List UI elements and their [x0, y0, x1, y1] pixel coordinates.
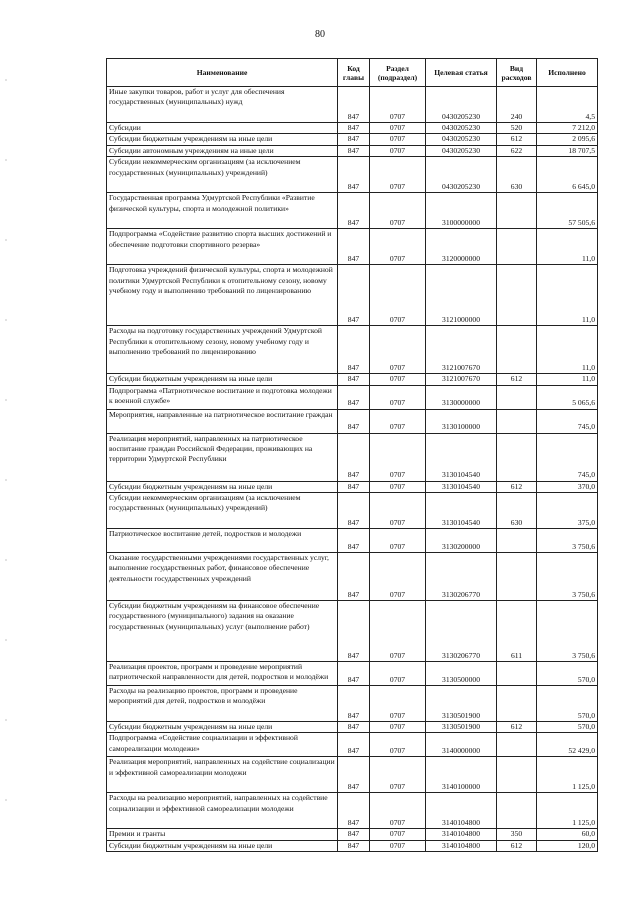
cell-type: 611 — [497, 601, 537, 662]
header-name: Наименование — [107, 59, 338, 87]
cell-type — [497, 193, 537, 229]
table-row — [107, 229, 598, 265]
cell-type — [497, 733, 537, 757]
cell-section: 0707 — [370, 134, 426, 145]
table-row — [107, 757, 598, 793]
cell-code: 847 — [338, 662, 370, 686]
table-header-row — [107, 59, 598, 87]
cell-section: 0707 — [370, 829, 426, 840]
cell-target: 3120000000 — [426, 229, 497, 265]
cell-code: 847 — [338, 553, 370, 601]
cell-name: Подготовка учреждений физической культуры, спорта и молодежной политики Удмуртской Республики к отопительному сезону, новому учебному году и выполнению требований по лицензированию — [107, 265, 338, 326]
expenditure-table — [106, 58, 598, 852]
cell-type: 630 — [497, 493, 537, 529]
cell-section: 0707 — [370, 433, 426, 481]
cell-target: 3140104800 — [426, 793, 497, 829]
cell-code: 847 — [338, 829, 370, 840]
cell-code: 847 — [338, 733, 370, 757]
header-code: Код главы — [338, 59, 370, 87]
cell-target: 3130200000 — [426, 529, 497, 553]
cell-type — [497, 229, 537, 265]
cell-name: Субсидии автономным учреждениям на иные цели — [107, 145, 338, 156]
table-row — [107, 829, 598, 840]
cell-target: 3130206770 — [426, 553, 497, 601]
table-row — [107, 123, 598, 134]
cell-code: 847 — [338, 481, 370, 492]
cell-section: 0707 — [370, 840, 426, 851]
table-row — [107, 374, 598, 385]
cell-done: 4,5 — [537, 87, 598, 123]
binding-margin-dots — [4, 0, 8, 905]
cell-code: 847 — [338, 193, 370, 229]
table-row — [107, 193, 598, 229]
cell-target: 3130501900 — [426, 686, 497, 722]
table-row — [107, 145, 598, 156]
cell-name: Субсидии бюджетным учреждениям на иные цели — [107, 481, 338, 492]
cell-code: 847 — [338, 757, 370, 793]
cell-done: 18 707,5 — [537, 145, 598, 156]
table-row — [107, 385, 598, 409]
cell-code: 847 — [338, 157, 370, 193]
cell-target: 3140104800 — [426, 840, 497, 851]
cell-target: 3130104540 — [426, 481, 497, 492]
cell-section: 0707 — [370, 686, 426, 722]
cell-done: 3 750,6 — [537, 553, 598, 601]
cell-type — [497, 433, 537, 481]
cell-name: Премии и гранты — [107, 829, 338, 840]
cell-name: Государственная программа Удмуртской Республики «Развитие физической культуры, спорта и молодежной политики» — [107, 193, 338, 229]
cell-name: Субсидии бюджетным учреждениям на иные цели — [107, 840, 338, 851]
cell-type — [497, 662, 537, 686]
cell-target: 3121007670 — [426, 326, 497, 374]
cell-name: Реализация мероприятий, направленных на содействие социализации и эффективной самореализации молодежи — [107, 757, 338, 793]
cell-done: 11,0 — [537, 374, 598, 385]
cell-target: 3140104800 — [426, 829, 497, 840]
cell-done: 6 645,0 — [537, 157, 598, 193]
cell-type — [497, 265, 537, 326]
cell-target: 0430205230 — [426, 157, 497, 193]
header-done: Исполнено — [537, 59, 598, 87]
cell-name: Подпрограмма «Содействие развитию спорта высших достижений и обеспечение подготовки спортивного резерва» — [107, 229, 338, 265]
table-row — [107, 481, 598, 492]
cell-code: 847 — [338, 229, 370, 265]
cell-target: 3130206770 — [426, 601, 497, 662]
cell-type: 630 — [497, 157, 537, 193]
cell-type — [497, 553, 537, 601]
cell-code: 847 — [338, 265, 370, 326]
cell-done: 2 095,6 — [537, 134, 598, 145]
cell-target: 3140100000 — [426, 757, 497, 793]
cell-section: 0707 — [370, 193, 426, 229]
cell-section: 0707 — [370, 553, 426, 601]
cell-done: 3 750,6 — [537, 601, 598, 662]
cell-name: Субсидии — [107, 123, 338, 134]
cell-code: 847 — [338, 601, 370, 662]
table-row — [107, 87, 598, 123]
header-type: Вид расходов — [497, 59, 537, 87]
cell-name: Подпрограмма «Содействие социализации и эффективной самореализации молодежи» — [107, 733, 338, 757]
cell-section: 0707 — [370, 793, 426, 829]
cell-name: Реализация проектов, программ и проведение мероприятий патриотической направленности для детей, подростков и молодёжи — [107, 662, 338, 686]
cell-code: 847 — [338, 409, 370, 433]
cell-code: 847 — [338, 840, 370, 851]
cell-code: 847 — [338, 722, 370, 733]
table-row — [107, 409, 598, 433]
cell-section: 0707 — [370, 145, 426, 156]
cell-type — [497, 529, 537, 553]
cell-section: 0707 — [370, 326, 426, 374]
cell-code: 847 — [338, 123, 370, 134]
cell-section: 0707 — [370, 374, 426, 385]
cell-section: 0707 — [370, 529, 426, 553]
cell-target: 0430205230 — [426, 134, 497, 145]
cell-type: 622 — [497, 145, 537, 156]
cell-type: 612 — [497, 481, 537, 492]
cell-name: Оказание государственными учреждениями государственных услуг, выполнение государственных работ, финансовое обеспечение деятельности государственных учреждений — [107, 553, 338, 601]
cell-done: 120,0 — [537, 840, 598, 851]
cell-done: 1 125,0 — [537, 793, 598, 829]
page-number: 80 — [315, 29, 325, 40]
table-row — [107, 326, 598, 374]
cell-type — [497, 793, 537, 829]
cell-target: 3130100000 — [426, 409, 497, 433]
table-row — [107, 840, 598, 851]
cell-done: 11,0 — [537, 326, 598, 374]
cell-name: Субсидии бюджетным учреждениям на иные цели — [107, 134, 338, 145]
cell-code: 847 — [338, 385, 370, 409]
cell-section: 0707 — [370, 757, 426, 793]
cell-code: 847 — [338, 686, 370, 722]
cell-done: 52 429,0 — [537, 733, 598, 757]
cell-section: 0707 — [370, 157, 426, 193]
cell-type: 612 — [497, 134, 537, 145]
cell-done: 370,0 — [537, 481, 598, 492]
cell-name: Субсидии бюджетным учреждениям на иные цели — [107, 722, 338, 733]
cell-done: 11,0 — [537, 229, 598, 265]
cell-type: 612 — [497, 722, 537, 733]
cell-section: 0707 — [370, 662, 426, 686]
header-section: Раздел (подраздел) — [370, 59, 426, 87]
cell-code: 847 — [338, 374, 370, 385]
table-row — [107, 662, 598, 686]
cell-target: 0430205230 — [426, 123, 497, 134]
cell-done: 57 505,6 — [537, 193, 598, 229]
cell-code: 847 — [338, 134, 370, 145]
cell-type — [497, 409, 537, 433]
table-row — [107, 722, 598, 733]
cell-name: Субсидии некоммерческим организациям (за исключением государственных (муниципальных) учреждений) — [107, 493, 338, 529]
cell-type: 350 — [497, 829, 537, 840]
cell-section: 0707 — [370, 409, 426, 433]
cell-done: 60,0 — [537, 829, 598, 840]
cell-target: 3121000000 — [426, 265, 497, 326]
cell-done: 570,0 — [537, 722, 598, 733]
table-row — [107, 529, 598, 553]
cell-name: Расходы на реализацию проектов, программ и проведение мероприятий для детей, подростков и молодёжи — [107, 686, 338, 722]
cell-code: 847 — [338, 793, 370, 829]
cell-section: 0707 — [370, 385, 426, 409]
cell-section: 0707 — [370, 722, 426, 733]
cell-section: 0707 — [370, 265, 426, 326]
cell-name: Реализация мероприятий, направленных на патриотическое воспитание граждан Российской Федерации, проживающих на территории Удмуртской Республики — [107, 433, 338, 481]
cell-type: 520 — [497, 123, 537, 134]
cell-done: 7 212,0 — [537, 123, 598, 134]
cell-type — [497, 326, 537, 374]
cell-type: 240 — [497, 87, 537, 123]
cell-name: Расходы на реализацию мероприятий, направленных на содействие социализации и эффективной самореализации молодежи — [107, 793, 338, 829]
table-row — [107, 733, 598, 757]
cell-type — [497, 757, 537, 793]
table-row — [107, 433, 598, 481]
cell-target: 3130104540 — [426, 433, 497, 481]
cell-code: 847 — [338, 326, 370, 374]
cell-section: 0707 — [370, 733, 426, 757]
cell-type — [497, 686, 537, 722]
table-row — [107, 265, 598, 326]
cell-target: 3130501900 — [426, 722, 497, 733]
table-row — [107, 601, 598, 662]
cell-done: 570,0 — [537, 686, 598, 722]
table-row — [107, 553, 598, 601]
cell-target: 0430205230 — [426, 87, 497, 123]
cell-target: 3121007670 — [426, 374, 497, 385]
cell-name: Подпрограмма «Патриотическое воспитание и подготовка молодежи к военной службе» — [107, 385, 338, 409]
cell-done: 11,0 — [537, 265, 598, 326]
cell-section: 0707 — [370, 87, 426, 123]
cell-done: 745,0 — [537, 433, 598, 481]
cell-section: 0707 — [370, 123, 426, 134]
cell-name: Мероприятия, направленные на патриотическое воспитание граждан — [107, 409, 338, 433]
cell-name: Расходы на подготовку государственных учреждений Удмуртской Республики к отопительному сезону, новому учебному году и выполнению требований по лицензированию — [107, 326, 338, 374]
cell-code: 847 — [338, 433, 370, 481]
cell-target: 0430205230 — [426, 145, 497, 156]
cell-name: Иные закупки товаров, работ и услуг для обеспечения государственных (муниципальных) нужд — [107, 87, 338, 123]
cell-type — [497, 385, 537, 409]
cell-section: 0707 — [370, 493, 426, 529]
cell-section: 0707 — [370, 601, 426, 662]
cell-target: 3130104540 — [426, 493, 497, 529]
cell-done: 570,0 — [537, 662, 598, 686]
table-row — [107, 134, 598, 145]
header-target: Целевая статья — [426, 59, 497, 87]
cell-type: 612 — [497, 840, 537, 851]
table-row — [107, 157, 598, 193]
cell-done: 375,0 — [537, 493, 598, 529]
cell-target: 3140000000 — [426, 733, 497, 757]
cell-section: 0707 — [370, 229, 426, 265]
cell-section: 0707 — [370, 481, 426, 492]
cell-name: Субсидии бюджетным учреждениям на иные цели — [107, 374, 338, 385]
cell-done: 5 065,6 — [537, 385, 598, 409]
table-row — [107, 793, 598, 829]
cell-done: 3 750,6 — [537, 529, 598, 553]
cell-target: 3130500000 — [426, 662, 497, 686]
cell-type: 612 — [497, 374, 537, 385]
cell-done: 1 125,0 — [537, 757, 598, 793]
cell-name: Субсидии некоммерческим организациям (за исключением государственных (муниципальных) учреждений) — [107, 157, 338, 193]
cell-code: 847 — [338, 145, 370, 156]
cell-code: 847 — [338, 493, 370, 529]
cell-name: Патриотическое воспитание детей, подростков и молодежи — [107, 529, 338, 553]
table-row — [107, 686, 598, 722]
cell-target: 3130000000 — [426, 385, 497, 409]
cell-target: 3100000000 — [426, 193, 497, 229]
cell-name: Субсидии бюджетным учреждениям на финансовое обеспечение государственного (муниципального) задания на оказание государственных (муниципальных) услуг (выполнение работ) — [107, 601, 338, 662]
cell-code: 847 — [338, 529, 370, 553]
cell-done: 745,0 — [537, 409, 598, 433]
cell-code: 847 — [338, 87, 370, 123]
table-row — [107, 493, 598, 529]
